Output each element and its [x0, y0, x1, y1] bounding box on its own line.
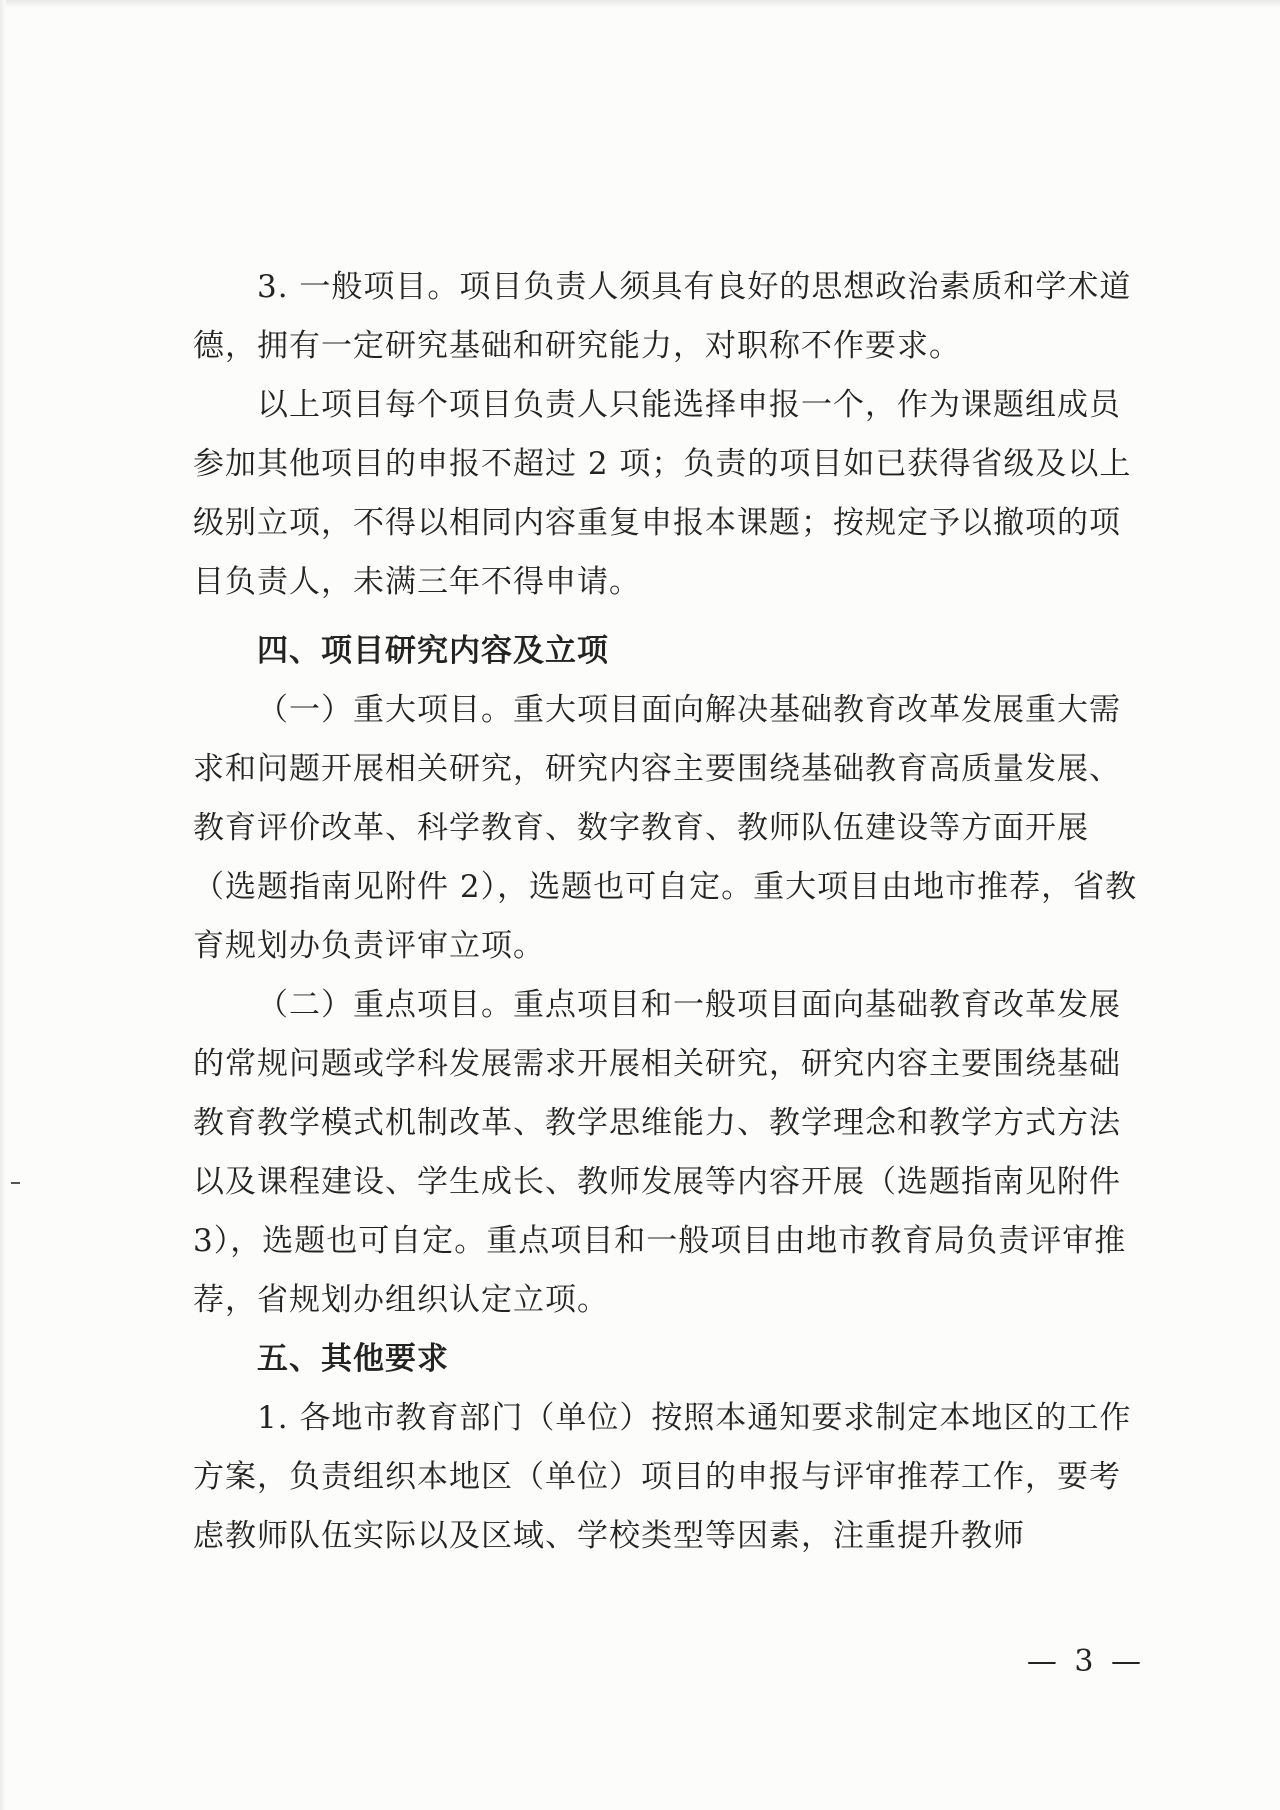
page-number: — 3 — [1026, 1644, 1145, 1679]
paragraph-local-work-plan: 1. 各地市教育部门（单位）按照本通知要求制定本地区的工作方案，负责组织本地区（单位）项目的申报与评审推荐工作，要考虑教师队伍实际以及区域、学校类型等因素，注重提升教师 [193, 1400, 1132, 1554]
paragraph-key-project: （二）重点项目。重点项目和一般项目面向基础教育改革发展的常规问题或学科发展需求开展相关研究，研究内容主要围绕基础教育教学模式机制改革、教学思维能力、教学理念和教学方式方法以及课程建设、学生成长、教师发展等内容开展（选题指南见附件 3），选题也可自定。重点项目和一般项目由地市教育局负责评审推荐，省规划办组织认定立项。 [193, 987, 1127, 1318]
paragraph-application-limits: 以上项目每个项目负责人只能选择申报一个，作为课题组成员参加其他项目的申报不超过 2 项；负责的项目如已获得省级及以上级别立项，不得以相同内容重复申报本课题；按规定予以撤项的项目负责人，未满三年不得申请。 [193, 387, 1132, 600]
paragraph-major-project: （一）重大项目。重大项目面向解决基础教育改革发展重大需求和问题开展相关研究，研究内容主要围绕基础教育高质量发展、教育评价改革、科学教育、数字教育、教师队伍建设等方面开展（选题指南见附件 2），选题也可自定。重大项目由地市推荐，省教育规划办负责评审立项。 [193, 692, 1138, 964]
scan-mark [11, 1182, 20, 1184]
section-heading-research-content: 四、项目研究内容及立项 [257, 633, 609, 669]
scan-edge-left [0, 0, 6, 1810]
section-heading-other-requirements: 五、其他要求 [257, 1341, 449, 1377]
scan-edge-top [0, 0, 1280, 8]
paragraph-general-project: 3. 一般项目。项目负责人须具有良好的思想政治素质和学术道德，拥有一定研究基础和研究能力，对职称不作要求。 [193, 269, 1132, 364]
